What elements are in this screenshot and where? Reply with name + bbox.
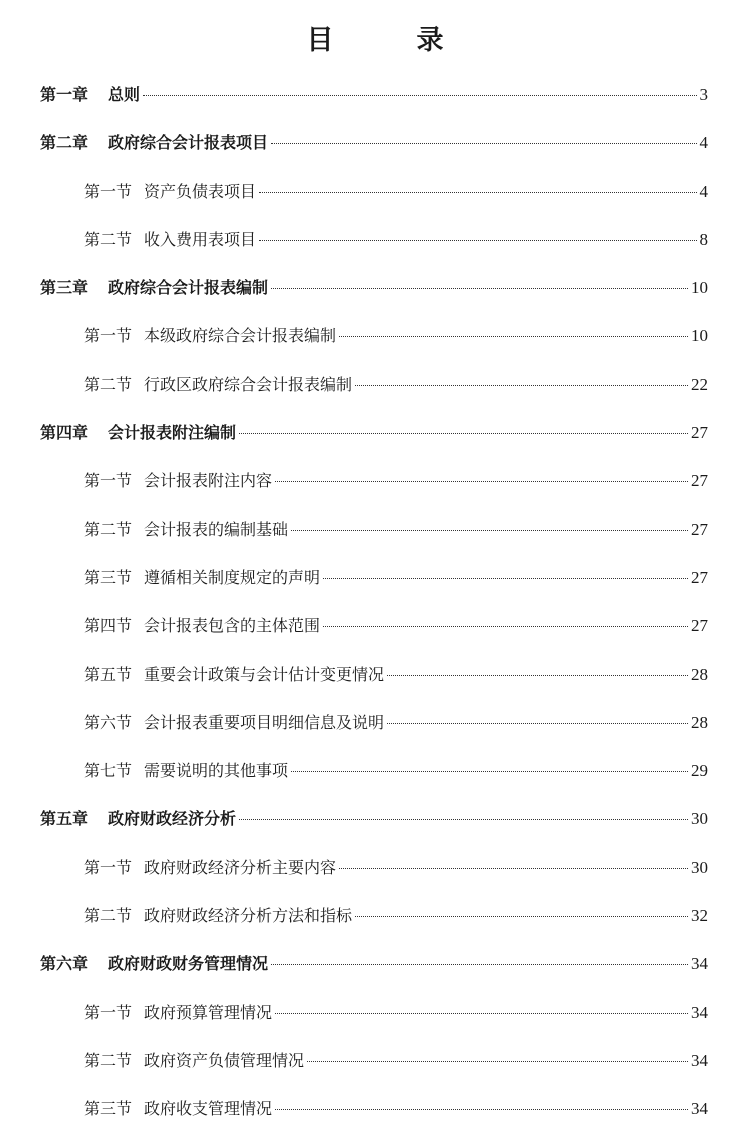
toc-section-row[interactable] xyxy=(40,1037,708,1085)
toc-dot-leader xyxy=(291,771,688,772)
toc-section-row[interactable] xyxy=(40,457,708,505)
toc-chapter-row[interactable] xyxy=(40,940,708,988)
toc-page-number: 32 xyxy=(691,906,708,926)
toc-section-row[interactable] xyxy=(40,216,708,264)
toc-page-number: 34 xyxy=(691,954,708,974)
toc-dot-leader xyxy=(271,964,688,965)
toc-dot-leader xyxy=(239,819,688,820)
toc-page-number: 30 xyxy=(691,809,708,829)
toc-page-number: 27 xyxy=(691,423,708,443)
toc-dot-leader xyxy=(307,1061,688,1062)
toc-chapter-row[interactable] xyxy=(40,409,708,457)
toc-page-number: 28 xyxy=(691,712,708,732)
toc-entry-number: 第一节 xyxy=(84,471,133,491)
toc-dot-leader xyxy=(355,385,688,386)
toc-entry-title: 政府收支管理情况 xyxy=(144,1099,273,1119)
toc-dot-leader xyxy=(259,192,696,193)
toc-dot-leader xyxy=(239,433,688,434)
toc-page-number: 27 xyxy=(691,567,708,587)
toc-entry-number: 第二节 xyxy=(84,229,133,249)
toc-section-row[interactable] xyxy=(40,554,708,602)
toc-entry-number: 第六章 xyxy=(40,954,89,974)
toc-dot-leader xyxy=(339,336,688,337)
toc-section-row[interactable] xyxy=(40,1085,708,1133)
toc-entry-number: 第五章 xyxy=(40,809,89,829)
toc-entry-title: 政府综合会计报表项目 xyxy=(108,133,269,153)
toc-dot-leader xyxy=(143,95,696,96)
toc-section-row[interactable] xyxy=(40,312,708,360)
toc-dot-leader xyxy=(275,481,688,482)
toc-page-number: 10 xyxy=(691,278,708,298)
toc-page-number: 4 xyxy=(699,181,708,201)
toc-entry-number: 第一节 xyxy=(84,1002,133,1022)
toc-entry-number: 第二节 xyxy=(84,906,133,926)
toc-entry-title: 需要说明的其他事项 xyxy=(144,761,289,781)
toc-page-number: 27 xyxy=(691,471,708,491)
toc-dot-leader xyxy=(275,1109,688,1110)
toc-section-row[interactable] xyxy=(40,747,708,795)
toc-entry-number: 第四章 xyxy=(40,423,89,443)
toc-dot-leader xyxy=(323,578,688,579)
toc-entry-number: 第一节 xyxy=(84,326,133,346)
toc-page-number: 27 xyxy=(691,616,708,636)
toc-section-row[interactable] xyxy=(40,168,708,216)
toc-page-number: 28 xyxy=(691,664,708,684)
toc-dot-leader xyxy=(271,288,688,289)
toc-dot-leader xyxy=(291,530,688,531)
toc-section-row[interactable] xyxy=(40,844,708,892)
toc-entry-title: 行政区政府综合会计报表编制 xyxy=(144,374,353,394)
toc-entry-number: 第三章 xyxy=(40,278,89,298)
toc-section-row[interactable] xyxy=(40,989,708,1037)
toc-entry-number: 第四节 xyxy=(84,616,133,636)
toc-chapter-row[interactable] xyxy=(40,795,708,843)
toc-entry-title: 政府财政经济分析主要内容 xyxy=(144,857,337,877)
toc-entry-title: 政府综合会计报表编制 xyxy=(108,278,269,298)
toc-entry-title: 总则 xyxy=(108,85,141,104)
toc-page-number: 34 xyxy=(691,1050,708,1070)
toc-chapter-row[interactable] xyxy=(40,264,708,312)
toc-entry-title: 资产负债表项目 xyxy=(144,181,257,201)
toc-entry-number: 第六节 xyxy=(84,712,133,732)
toc-list xyxy=(40,71,708,1134)
toc-entry-title: 政府财政财务管理情况 xyxy=(108,954,269,974)
toc-page-number: 27 xyxy=(691,519,708,539)
toc-entry-number: 第三节 xyxy=(84,1099,133,1119)
toc-entry-number: 第二节 xyxy=(84,519,133,539)
toc-entry-title: 政府资产负债管理情况 xyxy=(144,1050,305,1070)
toc-entry-number: 第二章 xyxy=(40,133,89,153)
toc-dot-leader xyxy=(259,240,696,241)
toc-entry-title: 会计报表的编制基础 xyxy=(144,519,289,539)
toc-section-row[interactable] xyxy=(40,699,708,747)
toc-entry-title: 政府财政经济分析方法和指标 xyxy=(144,906,353,926)
toc-entry-number: 第二节 xyxy=(84,1050,133,1070)
toc-entry-title: 重要会计政策与会计估计变更情况 xyxy=(144,664,385,684)
toc-page-number: 22 xyxy=(691,374,708,394)
toc-entry-number: 第二节 xyxy=(84,374,133,394)
toc-page-number: 34 xyxy=(691,1002,708,1022)
toc-page-number: 34 xyxy=(691,1099,708,1119)
toc-entry-number: 第七节 xyxy=(84,761,133,781)
toc-entry-title: 收入费用表项目 xyxy=(144,229,257,249)
toc-section-row[interactable] xyxy=(40,651,708,699)
toc-section-row[interactable] xyxy=(40,361,708,409)
toc-dot-leader xyxy=(387,723,688,724)
toc-entry-title: 会计报表附注编制 xyxy=(108,423,237,443)
toc-page-number: 8 xyxy=(699,229,708,249)
toc-section-row[interactable] xyxy=(40,892,708,940)
toc-dot-leader xyxy=(387,675,688,676)
toc-dot-leader xyxy=(271,143,696,144)
toc-entry-number: 第一节 xyxy=(84,857,133,877)
toc-dot-leader xyxy=(339,868,688,869)
toc-page-number: 4 xyxy=(699,133,708,153)
toc-page-number: 3 xyxy=(699,85,708,104)
toc-entry-number: 第三节 xyxy=(84,567,133,587)
toc-page-number: 30 xyxy=(691,857,708,877)
toc-entry-title: 会计报表附注内容 xyxy=(144,471,273,491)
toc-dot-leader xyxy=(323,626,688,627)
toc-entry-number: 第一节 xyxy=(84,181,133,201)
toc-entry-number: 第五节 xyxy=(84,664,133,684)
toc-chapter-row[interactable] xyxy=(40,71,708,119)
toc-page-number: 29 xyxy=(691,761,708,781)
toc-title: 目 录 xyxy=(306,25,472,56)
toc-section-row[interactable] xyxy=(40,602,708,650)
toc-entry-title: 本级政府综合会计报表编制 xyxy=(144,326,337,346)
toc-entry-title: 政府财政经济分析 xyxy=(108,809,237,829)
toc-entry-title: 遵循相关制度规定的声明 xyxy=(144,567,321,587)
toc-entry-number: 第一章 xyxy=(40,85,89,104)
toc-section-row[interactable] xyxy=(40,506,708,554)
toc-entry-title: 会计报表重要项目明细信息及说明 xyxy=(144,712,385,732)
toc-dot-leader xyxy=(275,1013,688,1014)
toc-dot-leader xyxy=(355,916,688,917)
toc-page-number: 10 xyxy=(691,326,708,346)
toc-chapter-row[interactable] xyxy=(40,119,708,167)
toc-entry-title: 政府预算管理情况 xyxy=(144,1002,273,1022)
toc-entry-title: 会计报表包含的主体范围 xyxy=(144,616,321,636)
